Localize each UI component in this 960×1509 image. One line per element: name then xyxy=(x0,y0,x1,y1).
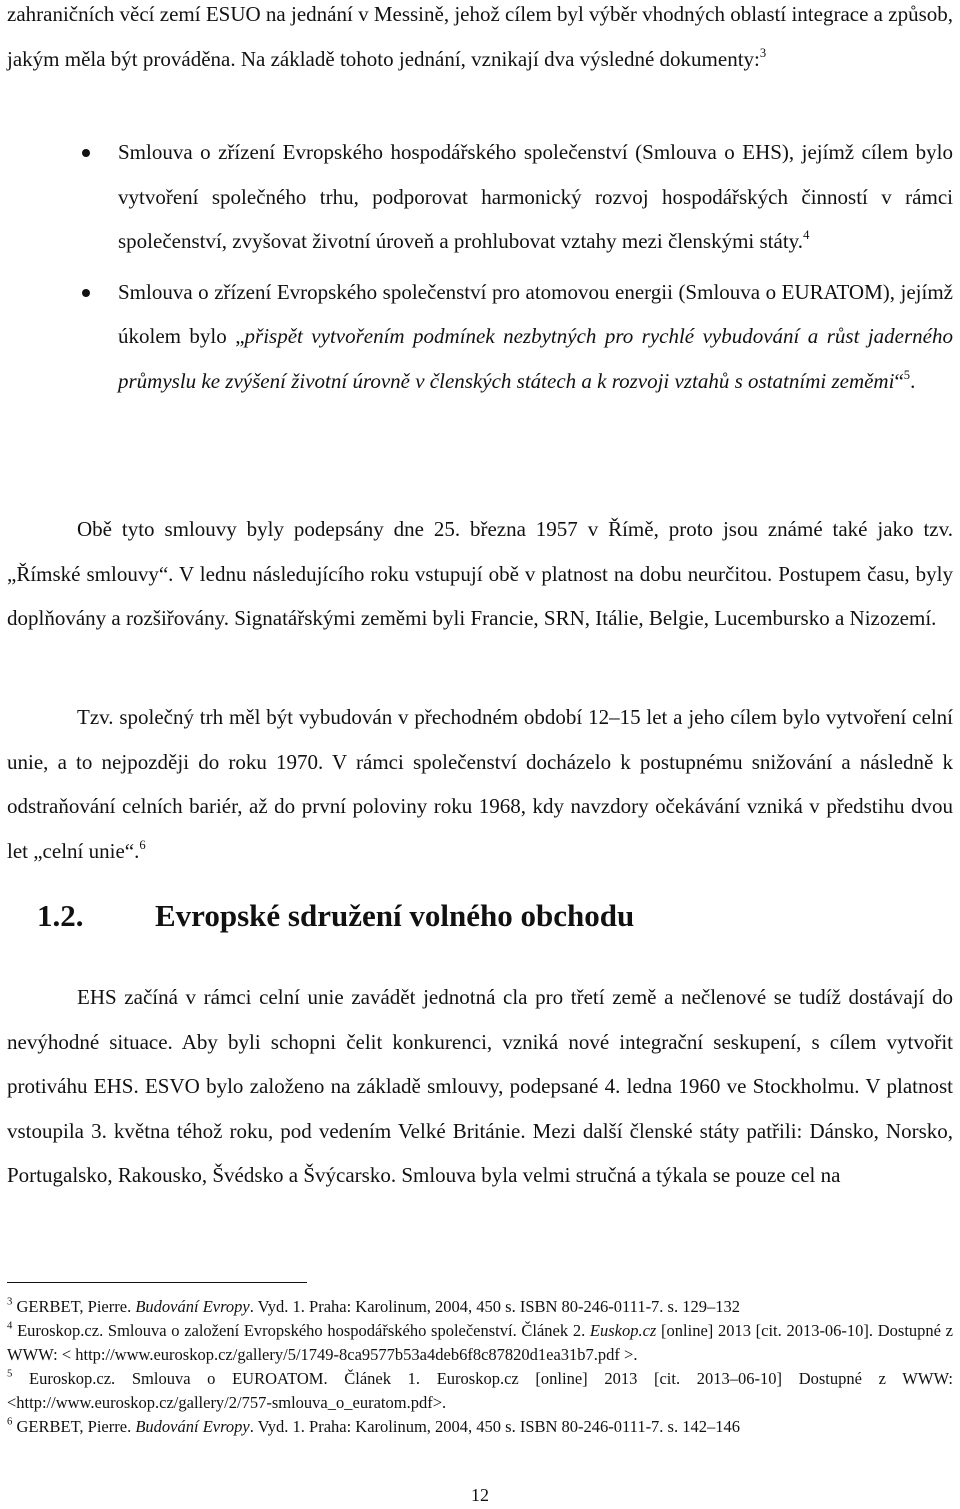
paragraph-esvo: EHS začíná v rámci celní unie zavádět jednotná cla pro třetí země a nečlenové se tudíž dostávají do nevýhodné situace. Aby byli schopni čelit konkurenci, vzniká nové integrační seskupení, s cílem vytvořit protiváhu EHS. ESVO bylo založeno na základě smlouvy, podepsané 4. ledna 1960 ve Stockholmu. V platnost vstoupila 3. května téhož roku, pod vedením Velké Británie. Mezi další členské státy patřili: Dánsko, Norsko, Portugalsko, Rakousko, Švédsko a Švýcarsko. Smlouva byla velmi stručná a týkala se pouze cel na xyxy=(7,985,953,1187)
intro-text: zahraničních věcí zemí ESUO na jednání v Messině, jehož cílem byl výběr vhodných oblastí integrace a způsob, jakým měla být prováděna. Na základě tohoto jednání, vznikají dva výsledné dokumenty: xyxy=(7,2,953,71)
footnote-text: . Vyd. 1. Praha: Karolinum, 2004, 450 s. ISBN 80-246-0111-7. s. 129–132 xyxy=(249,1297,740,1316)
section-heading xyxy=(37,898,634,934)
footnote-4 xyxy=(7,1319,953,1367)
footnote-ref-4: 4 xyxy=(803,228,810,243)
footnote-ref-5: 5 xyxy=(903,367,911,382)
footnote-5 xyxy=(7,1367,953,1415)
bullet-item-ehs xyxy=(7,130,953,264)
footnote-3 xyxy=(7,1295,953,1319)
paragraph-rome-treaties: Obě tyto smlouvy byly podepsány dne 25. března 1957 v Římě, proto jsou známé také jako tzv. „Římské smlouvy“. V lednu následujícího roku vstupují obě v platnost na dobu neurčitou. Postupem času, byly doplňovány a rozšiřovány. Signatářskými zeměmi byli Francie, SRN, Itálie, Belgie, Lucembursko a Nizozemí. xyxy=(7,517,953,630)
section-number: 1.2. xyxy=(37,898,84,933)
footnote-number: 5 xyxy=(7,1367,13,1380)
section-title: Evropské sdružení volného obchodu xyxy=(155,898,635,933)
footnote-italic: Budování Evropy xyxy=(135,1417,250,1436)
footnote-ref-3: 3 xyxy=(759,45,767,60)
footnote-divider xyxy=(7,1282,307,1283)
bullet-list xyxy=(7,130,953,409)
footnote-number: 3 xyxy=(7,1295,13,1308)
footnotes xyxy=(7,1295,953,1439)
bullet-end: . xyxy=(910,368,916,393)
bullet-icon xyxy=(82,149,90,157)
bullet-text-ehs: Smlouva o zřízení Evropského hospodářského společenství (Smlouva o EHS), jejímž cílem bylo vytvoření společného trhu, podporovat harmonický rozvoj hospodářských činností v rámci společenství, zvyšovat životní úroveň a prohlubovat vztahy mezi členskými státy. xyxy=(118,140,953,253)
footnote-text: GERBET, Pierre. xyxy=(16,1417,136,1436)
bullet-quote-euratom: přispět vytvořením podmínek nezbytných pro rychlé vybudování a růst jaderného průmyslu ke zvýšení životní úrovně v členských státech a k rozvoji vztahů s ostatními zeměmi xyxy=(118,324,953,393)
footnote-text: GERBET, Pierre. xyxy=(16,1297,136,1316)
paragraph-common-market-text: Tzv. společný trh měl být vybudován v přechodném období 12–15 let a jeho cílem bylo vytvoření celní unie, a to nejpozději do roku 1970. V rámci společenství docházelo k postupnému snižování a následně k odstraňování celních bariér, až do první poloviny roku 1968, kdy navzdory očekávání vzniká v předstihu dvou let „celní unie“. xyxy=(7,705,953,863)
footnote-number: 4 xyxy=(7,1319,13,1332)
bullet-item-euratom xyxy=(7,270,953,404)
footnote-italic: Budování Evropy xyxy=(135,1297,250,1316)
footnote-italic: Euskop.cz xyxy=(589,1321,657,1340)
footnote-text: [online] 2013 [cit. 2013-06-10]. Dostupné z WWW: < http://www.euroskop.cz/gallery/5/1749-8ca9577b53a4deb6f8c87820d1ea31b7.pdf >. xyxy=(7,1321,953,1364)
footnote-text: . Vyd. 1. Praha: Karolinum, 2004, 450 s. ISBN 80-246-0111-7. s. 142–146 xyxy=(249,1417,740,1436)
footnote-number: 6 xyxy=(7,1415,13,1428)
footnote-text: Euroskop.cz. Smlouva o založení Evropského hospodářského společenství. Článek 2. xyxy=(17,1321,590,1340)
quote-close: “ xyxy=(894,368,904,393)
paragraph-common-market xyxy=(7,695,953,873)
footnote-ref-6: 6 xyxy=(139,837,146,852)
intro-paragraph xyxy=(7,0,953,81)
footnote-text: Euroskop.cz. Smlouva o EUROATOM. Článek 1. Euroskop.cz [online] 2013 [cit. 2013–06-10] Dostupné z WWW: <http://www.euroskop.cz/gallery/2/757-smlouva_o_euratom.pdf>. xyxy=(7,1369,953,1412)
bullet-icon xyxy=(82,289,90,297)
bullet-text-euratom: Smlouva o zřízení Evropského společenství pro atomovou energii (Smlouva o EURATOM), jejímž úkolem bylo „ xyxy=(118,279,953,348)
footnote-6 xyxy=(7,1415,953,1439)
page-number: 12 xyxy=(471,1485,489,1505)
